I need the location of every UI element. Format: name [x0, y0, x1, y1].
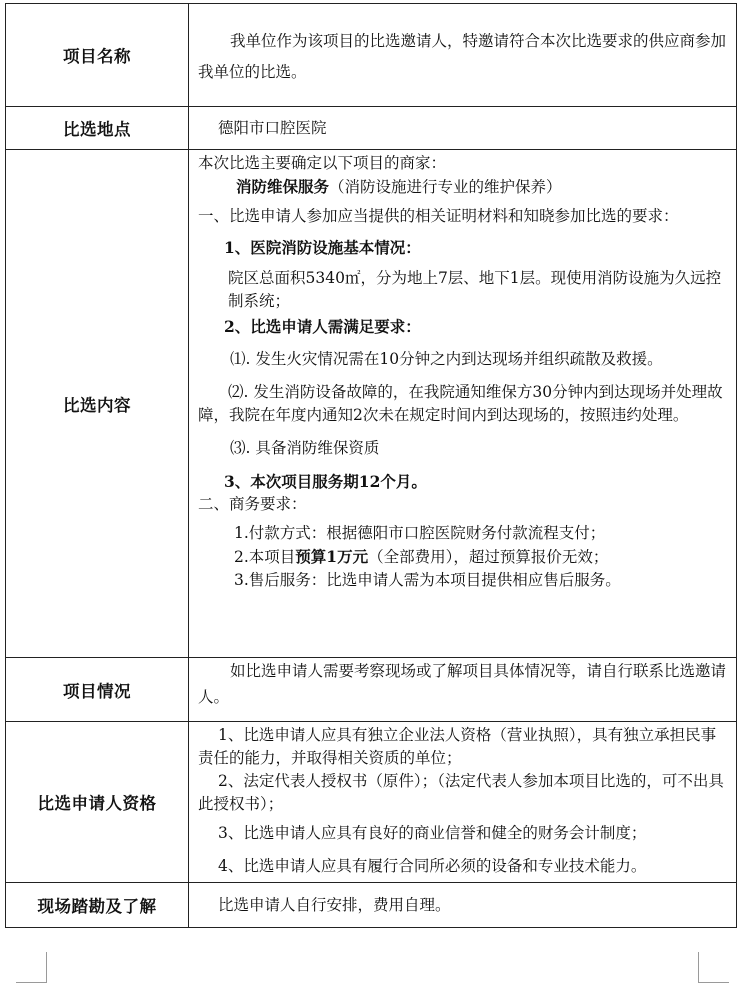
business-2-suffix: （全部费用），超过预算报价无效；: [368, 548, 609, 566]
requirement-1: ⑴. 发生火灾情况需在10分钟之内到达现场并组织疏散及救援。: [230, 350, 663, 368]
row-label-project-name: 项目名称: [6, 4, 189, 107]
item-2-title: 2、比选申请人需满足要求：: [224, 317, 421, 336]
budget-amount: 预算1万元: [295, 547, 369, 566]
service-note: （消防设施进行专业的维护保养）: [329, 178, 562, 196]
business-2-prefix: 2.本项目: [234, 548, 296, 566]
qualification-3: 3、比选申请人应具有良好的商业信誉和健全的财务会计制度；: [218, 824, 647, 842]
page-corner-mark-left: [16, 952, 47, 983]
content-intro: 本次比选主要确定以下项目的商家：: [198, 154, 447, 172]
row-label-site-visit: 现场踏勘及了解: [6, 883, 189, 928]
row-label-qualification: 比选申请人资格: [6, 722, 189, 883]
qualification-1: 1、比选申请人应具有独立企业法人资格（营业执照），具有独立承担民事责任的能力，并取得相关资质的单位；: [198, 726, 717, 767]
business-2: [198, 545, 730, 569]
row-label-location: 比选地点: [6, 107, 189, 150]
qualification-2: 2、法定代表人授权书（原件）；（法定代表人参加本项目比选的，可不出具此授权书）；: [198, 772, 724, 813]
project-name-text: 我单位作为该项目的比选邀请人，特邀请符合本次比选要求的供应商参加我单位的比选。: [198, 32, 727, 81]
item-1-text: 院区总面积5340㎡，分为地上7层、地下1层。现使用消防设施为久远控制系统；: [228, 269, 722, 310]
requirement-3: ⑶. 具备消防维保资质: [230, 439, 380, 457]
location-text: 德阳市口腔医院: [218, 118, 327, 137]
table-row: [6, 150, 737, 658]
business-1: 1.付款方式：根据德阳市口腔医院财务付款流程支付；: [234, 524, 606, 542]
table-row: [6, 107, 737, 150]
table-row: [6, 658, 737, 722]
item-1-title: 1、医院消防设施基本情况：: [224, 238, 421, 257]
site-visit-text: 比选申请人自行安排，费用自理。: [218, 895, 451, 914]
table-row: [6, 4, 737, 107]
table-row: [6, 722, 737, 883]
page-corner-mark-right: [698, 952, 729, 983]
business-3: 3.售后服务：比选申请人需为本项目提供相应售后服务。: [234, 571, 621, 589]
row-label-content: 比选内容: [6, 150, 189, 658]
table-row: [6, 883, 737, 928]
content-service: [198, 175, 730, 199]
row-label-situation: 项目情况: [6, 658, 189, 722]
service-name: 消防维保服务: [236, 177, 330, 196]
situation-text: 如比选申请人需要考察现场或了解项目具体情况等，请自行联系比选邀请人。: [198, 662, 727, 706]
section-1-heading: 一、比选申请人参加应当提供的相关证明材料和知晓参加比选的要求：: [198, 207, 679, 225]
item-3-title: 3、本次项目服务期12个月。: [224, 472, 427, 491]
section-2-heading: 二、商务要求：: [198, 495, 307, 513]
procurement-info-table: [5, 3, 737, 928]
qualification-4: 4、比选申请人应具有履行合同所必须的设备和专业技术能力。: [218, 857, 647, 875]
requirement-2: ⑵. 发生消防设备故障的，在我院通知维保方30分钟内到达现场并处理故障，我院在年度内通知2次未在规定时间内到达现场的，按照违约处理。: [198, 383, 723, 424]
